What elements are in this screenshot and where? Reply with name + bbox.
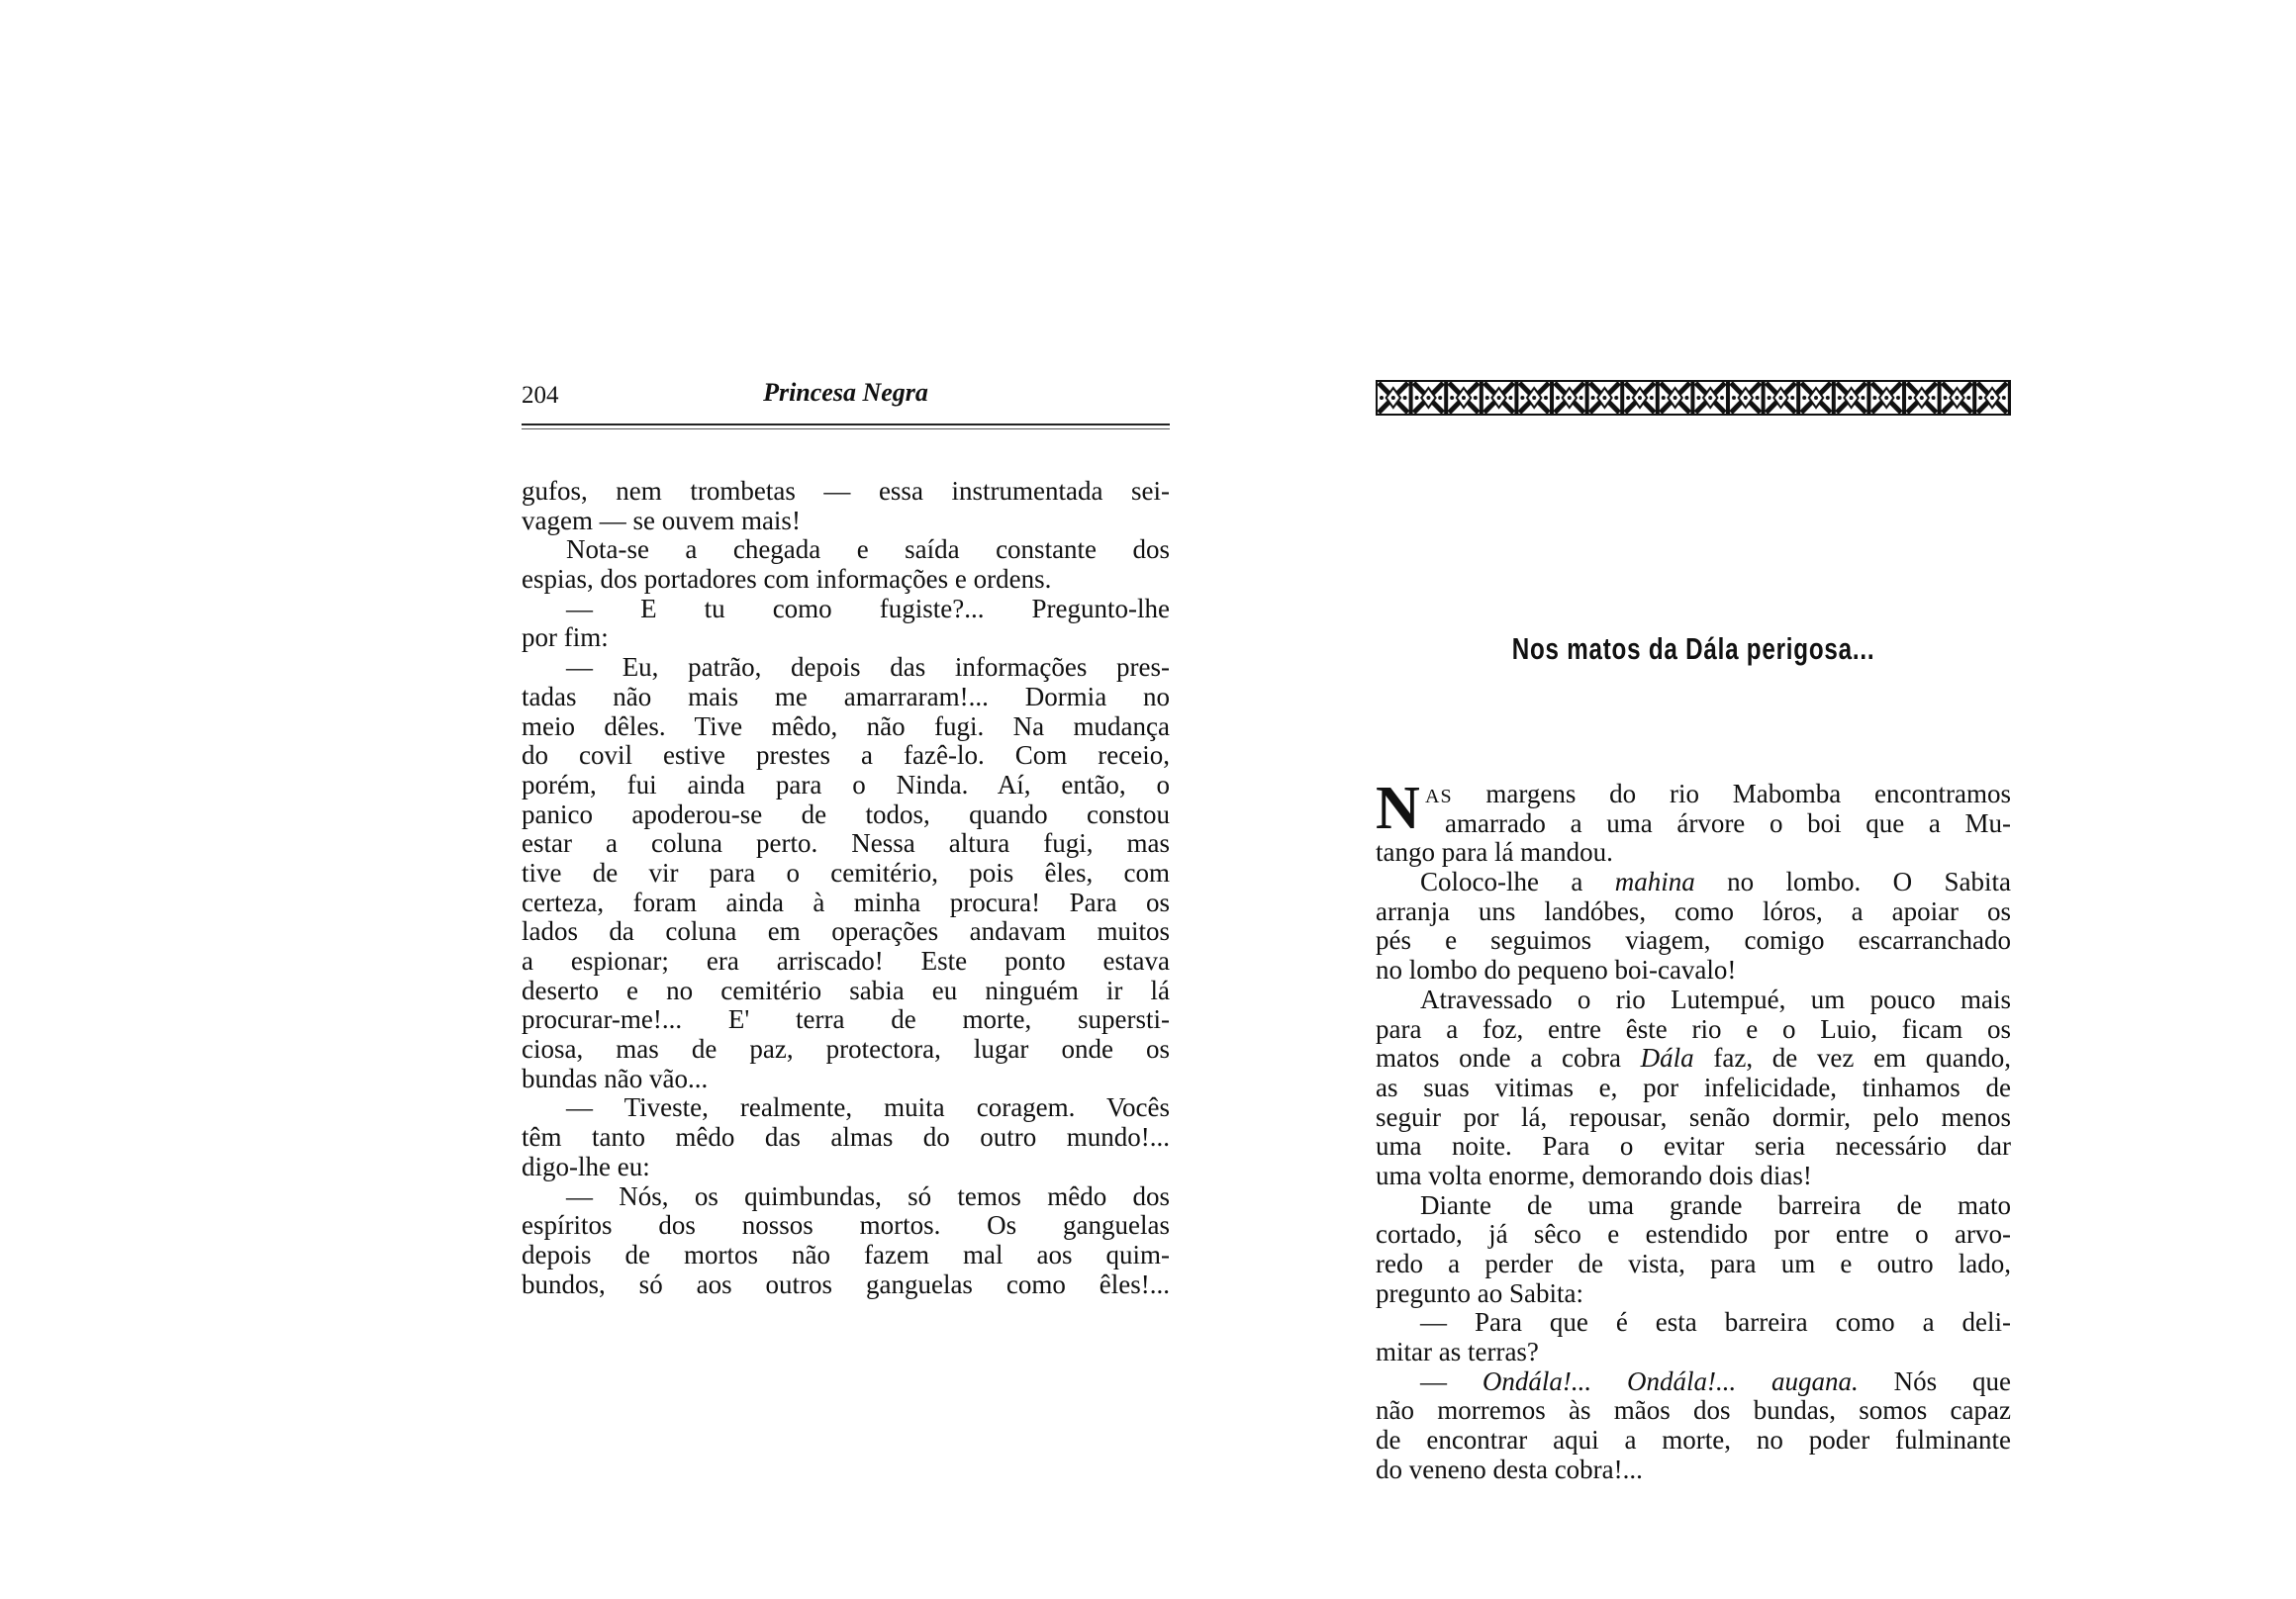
- text-line: — Nós, os quimbundas, só temos mêdo dos: [566, 1180, 1170, 1211]
- text-line: estar a coluna perto. Nessa altura fugi, mas: [522, 828, 1170, 859]
- text-line: — Ondála!... Ondála!... augana. Nós que: [1420, 1365, 2012, 1396]
- text-line: tadas não mais me amarraram!... Dormia no: [522, 681, 1170, 711]
- text-line: ciosa, mas de paz, protectora, lugar onde os: [522, 1034, 1170, 1065]
- text-line: [1376, 780, 2011, 809]
- text-line: bundas não vão...: [522, 1063, 709, 1093]
- header-rule-thin: [522, 428, 1170, 429]
- text-line: Nota-se a chegada e saída constante dos: [566, 534, 1170, 565]
- text-line: lados da coluna em operações andavam muitos: [522, 916, 1170, 947]
- text-line: seguir por lá, repousar, senão dormir, pelo menos: [1376, 1101, 2011, 1132]
- text-line: tango para lá mandou.: [1376, 837, 1613, 868]
- text-line: deserto e no cemitério sabia eu ninguém ir lá: [522, 975, 1170, 1005]
- text-line: panico apoderou-se de todos, quando constou: [522, 799, 1170, 829]
- text-line: amarrado a uma árvore o boi que a Mu-: [1445, 807, 2011, 838]
- text-line: Diante de uma grande barreira de mato: [1420, 1189, 2011, 1220]
- text-line: — Tiveste, realmente, muita coragem. Vocês: [566, 1092, 1170, 1123]
- page-number: 204: [522, 382, 559, 409]
- page-header: [522, 376, 1170, 416]
- text-line: pregunto ao Sabita:: [1376, 1277, 1583, 1308]
- text-line: do veneno desta cobra!...: [1376, 1454, 1643, 1484]
- text-line: redo a perder de vista, para um e outro lado,: [1376, 1249, 2011, 1278]
- left-page: [522, 376, 1170, 1299]
- text-line: matos onde a cobra Dála faz, de vez em quando,: [1376, 1043, 2011, 1074]
- text-line: depois de mortos não fazem mal aos quim-: [522, 1239, 1170, 1270]
- text-line: no lombo do pequeno boi-cavalo!: [1376, 955, 1737, 986]
- text-line: — E tu como fugiste?... Preguntо-lhe: [566, 593, 1170, 623]
- ornament-band-icon: [1376, 380, 2011, 416]
- text-line: meio dêles. Tive mêdo, não fugi. Na mudança: [522, 710, 1170, 741]
- text-line: para a foz, entre êste rio e o Luio, ficam os: [1376, 1013, 2011, 1044]
- text-line: não morremos às mãos dos bundas, somos capaz: [1376, 1395, 2011, 1426]
- running-title: Princesa Negra: [763, 378, 928, 407]
- text-line: digo-lhe eu:: [522, 1151, 650, 1181]
- text-line: uma noite. Para o evitar seria necessário dar: [1376, 1131, 2011, 1162]
- small-caps-word: AS: [1425, 786, 1453, 807]
- text-line: têm tanto mêdo das almas do outro mundo!...: [522, 1122, 1170, 1153]
- line-text: margens do rio Mabomba encontramos: [1485, 779, 2012, 808]
- text-line: vagem — se ouvem mais!: [522, 505, 801, 535]
- text-line: pés e seguimos viagem, comigo escarranchado: [1376, 925, 2011, 956]
- text-line: a espionar; era arriscado! Este ponto estava: [522, 946, 1170, 976]
- text-line: certeza, foram ainda à minha procura! Para os: [522, 887, 1170, 917]
- text-line: espíritos dos nossos mortos. Os ganguelas: [522, 1210, 1170, 1241]
- body-text: [1376, 775, 2012, 1485]
- chapter-title: Nos matos da Dála perigosa...: [1511, 631, 1875, 666]
- header-rule: [522, 423, 1170, 425]
- text-line: — Eu, patrão, depois das informações pres-: [566, 652, 1170, 683]
- text-line: por fim:: [522, 622, 609, 653]
- text-line: porém, fui ainda para o Ninda. Aí, então, o: [522, 769, 1170, 800]
- text-line: Coloco-lhe a mahina no lombo. O Sabita: [1420, 867, 2011, 897]
- text-line: bundos, só aos outros ganguelas como êles!...: [522, 1269, 1170, 1299]
- text-line: espias, dos portadores com informações e ordens.: [522, 564, 1052, 595]
- text-line: tive de vir para o cemitério, pois êles, com: [522, 857, 1170, 888]
- body-text: [522, 477, 1170, 1299]
- text-line: uma volta enorme, demorando dois dias!: [1376, 1160, 1812, 1190]
- text-line: mitar as terras?: [1376, 1337, 1539, 1367]
- text-line: procurar-me!... E' terra de morte, supersti-: [522, 1004, 1170, 1035]
- text-line: as suas vitimas e, por infelicidade, tinhamos de: [1376, 1072, 2011, 1102]
- text-line: gufos, nem trombetas — essa instrumentada sei-: [522, 476, 1170, 506]
- text-line: arranja uns landóbes, como lóros, a apoiar os: [1376, 895, 2011, 926]
- text-line: do covil estive prestes a fazê-lo. Com receio,: [522, 740, 1170, 771]
- text-line: de encontrar aqui a morte, no poder fulminante: [1376, 1425, 2011, 1456]
- text-line: Atravessado o rio Lutempué, um pouco mais: [1420, 984, 2011, 1014]
- text-line: cortado, já sêco e estendido por entre o arvo-: [1376, 1219, 2011, 1250]
- drop-cap: N: [1376, 775, 1420, 842]
- text-line: — Para que é esta barreira como a deli-: [1420, 1307, 2011, 1338]
